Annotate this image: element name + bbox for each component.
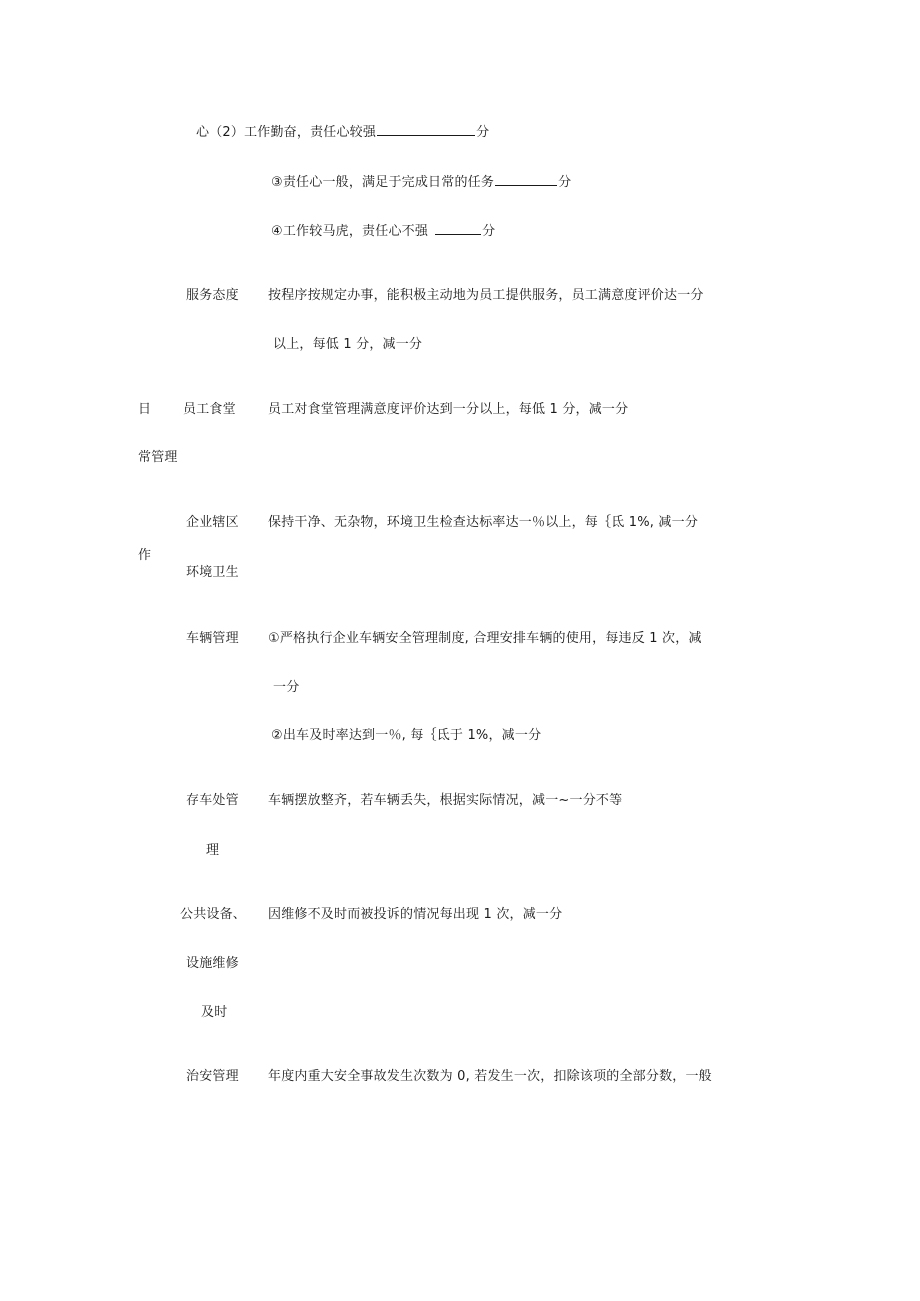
score-unit: 分 (558, 175, 572, 190)
score-line-4-text: ④工作较马虎，责任心不强 (271, 224, 429, 239)
category-staff-canteen: 员工食堂 (183, 402, 236, 417)
score-line-3 (271, 173, 571, 192)
score-unit: 分 (476, 125, 490, 140)
criterion-text: 以上，每低 1 分，减一分 (273, 337, 423, 352)
category-facility-maintenance: 公共设备、 (180, 907, 247, 922)
criterion-text: 按程序按规定办事，能积极主动地为员工提供服务，员工满意度评价达一分 (268, 288, 704, 303)
category-parking-management-line2: 理 (206, 843, 220, 858)
score-line-3-text: ③责任心一般，满足于完成日常的任务 (271, 175, 495, 190)
category-environment: 企业辖区 (186, 515, 239, 530)
criterion-text: 因维修不及时而被投诉的情况每出现 1 次，减一分 (268, 907, 563, 922)
criterion-text: ①严格执行企业车辆安全管理制度, 合理安排车辆的使用，每违反 1 次，减 (268, 631, 702, 646)
score-unit: 分 (482, 224, 496, 239)
criterion-text: 保持干净、无杂物，环境卫生检查达标率达一％以上，每｛氐 1%, 减一分 (268, 515, 699, 530)
section-label-part2: 常管理 (138, 450, 178, 465)
score-blank (435, 222, 481, 235)
category-service-attitude: 服务态度 (186, 288, 239, 303)
category-parking-management: 存车处管 (186, 793, 239, 808)
criterion-text: 一分 (273, 680, 300, 695)
score-line-2-text: 心（2）工作勤奋，责任心较强 (196, 125, 377, 140)
score-blank (495, 173, 557, 186)
section-label-part1: 日 (138, 402, 152, 417)
criterion-text: 车辆摆放整齐，若车辆丢失，根据实际情况，减一~一分不等 (268, 793, 623, 808)
score-blank (377, 123, 475, 136)
category-vehicle-management: 车辆管理 (186, 631, 239, 646)
score-line-2 (196, 123, 489, 142)
section-label-part3: 作 (138, 548, 152, 563)
score-line-4 (271, 222, 495, 241)
criterion-text: 员工对食堂管理满意度评价达到一分以上，每低 1 分，减一分 (268, 402, 629, 417)
category-security-management: 治安管理 (186, 1069, 239, 1084)
category-facility-maintenance-line2: 设施维修 (186, 956, 239, 971)
category-facility-maintenance-line3: 及时 (201, 1005, 228, 1020)
category-environment-line2: 环境卫生 (186, 565, 239, 580)
criterion-text: ②出车及时率达到一％, 每｛氐于 1%，减一分 (271, 728, 542, 743)
criterion-text: 年度内重大安全事故发生次数为 0, 若发生一次，扣除该项的全部分数，一般 (268, 1069, 712, 1084)
